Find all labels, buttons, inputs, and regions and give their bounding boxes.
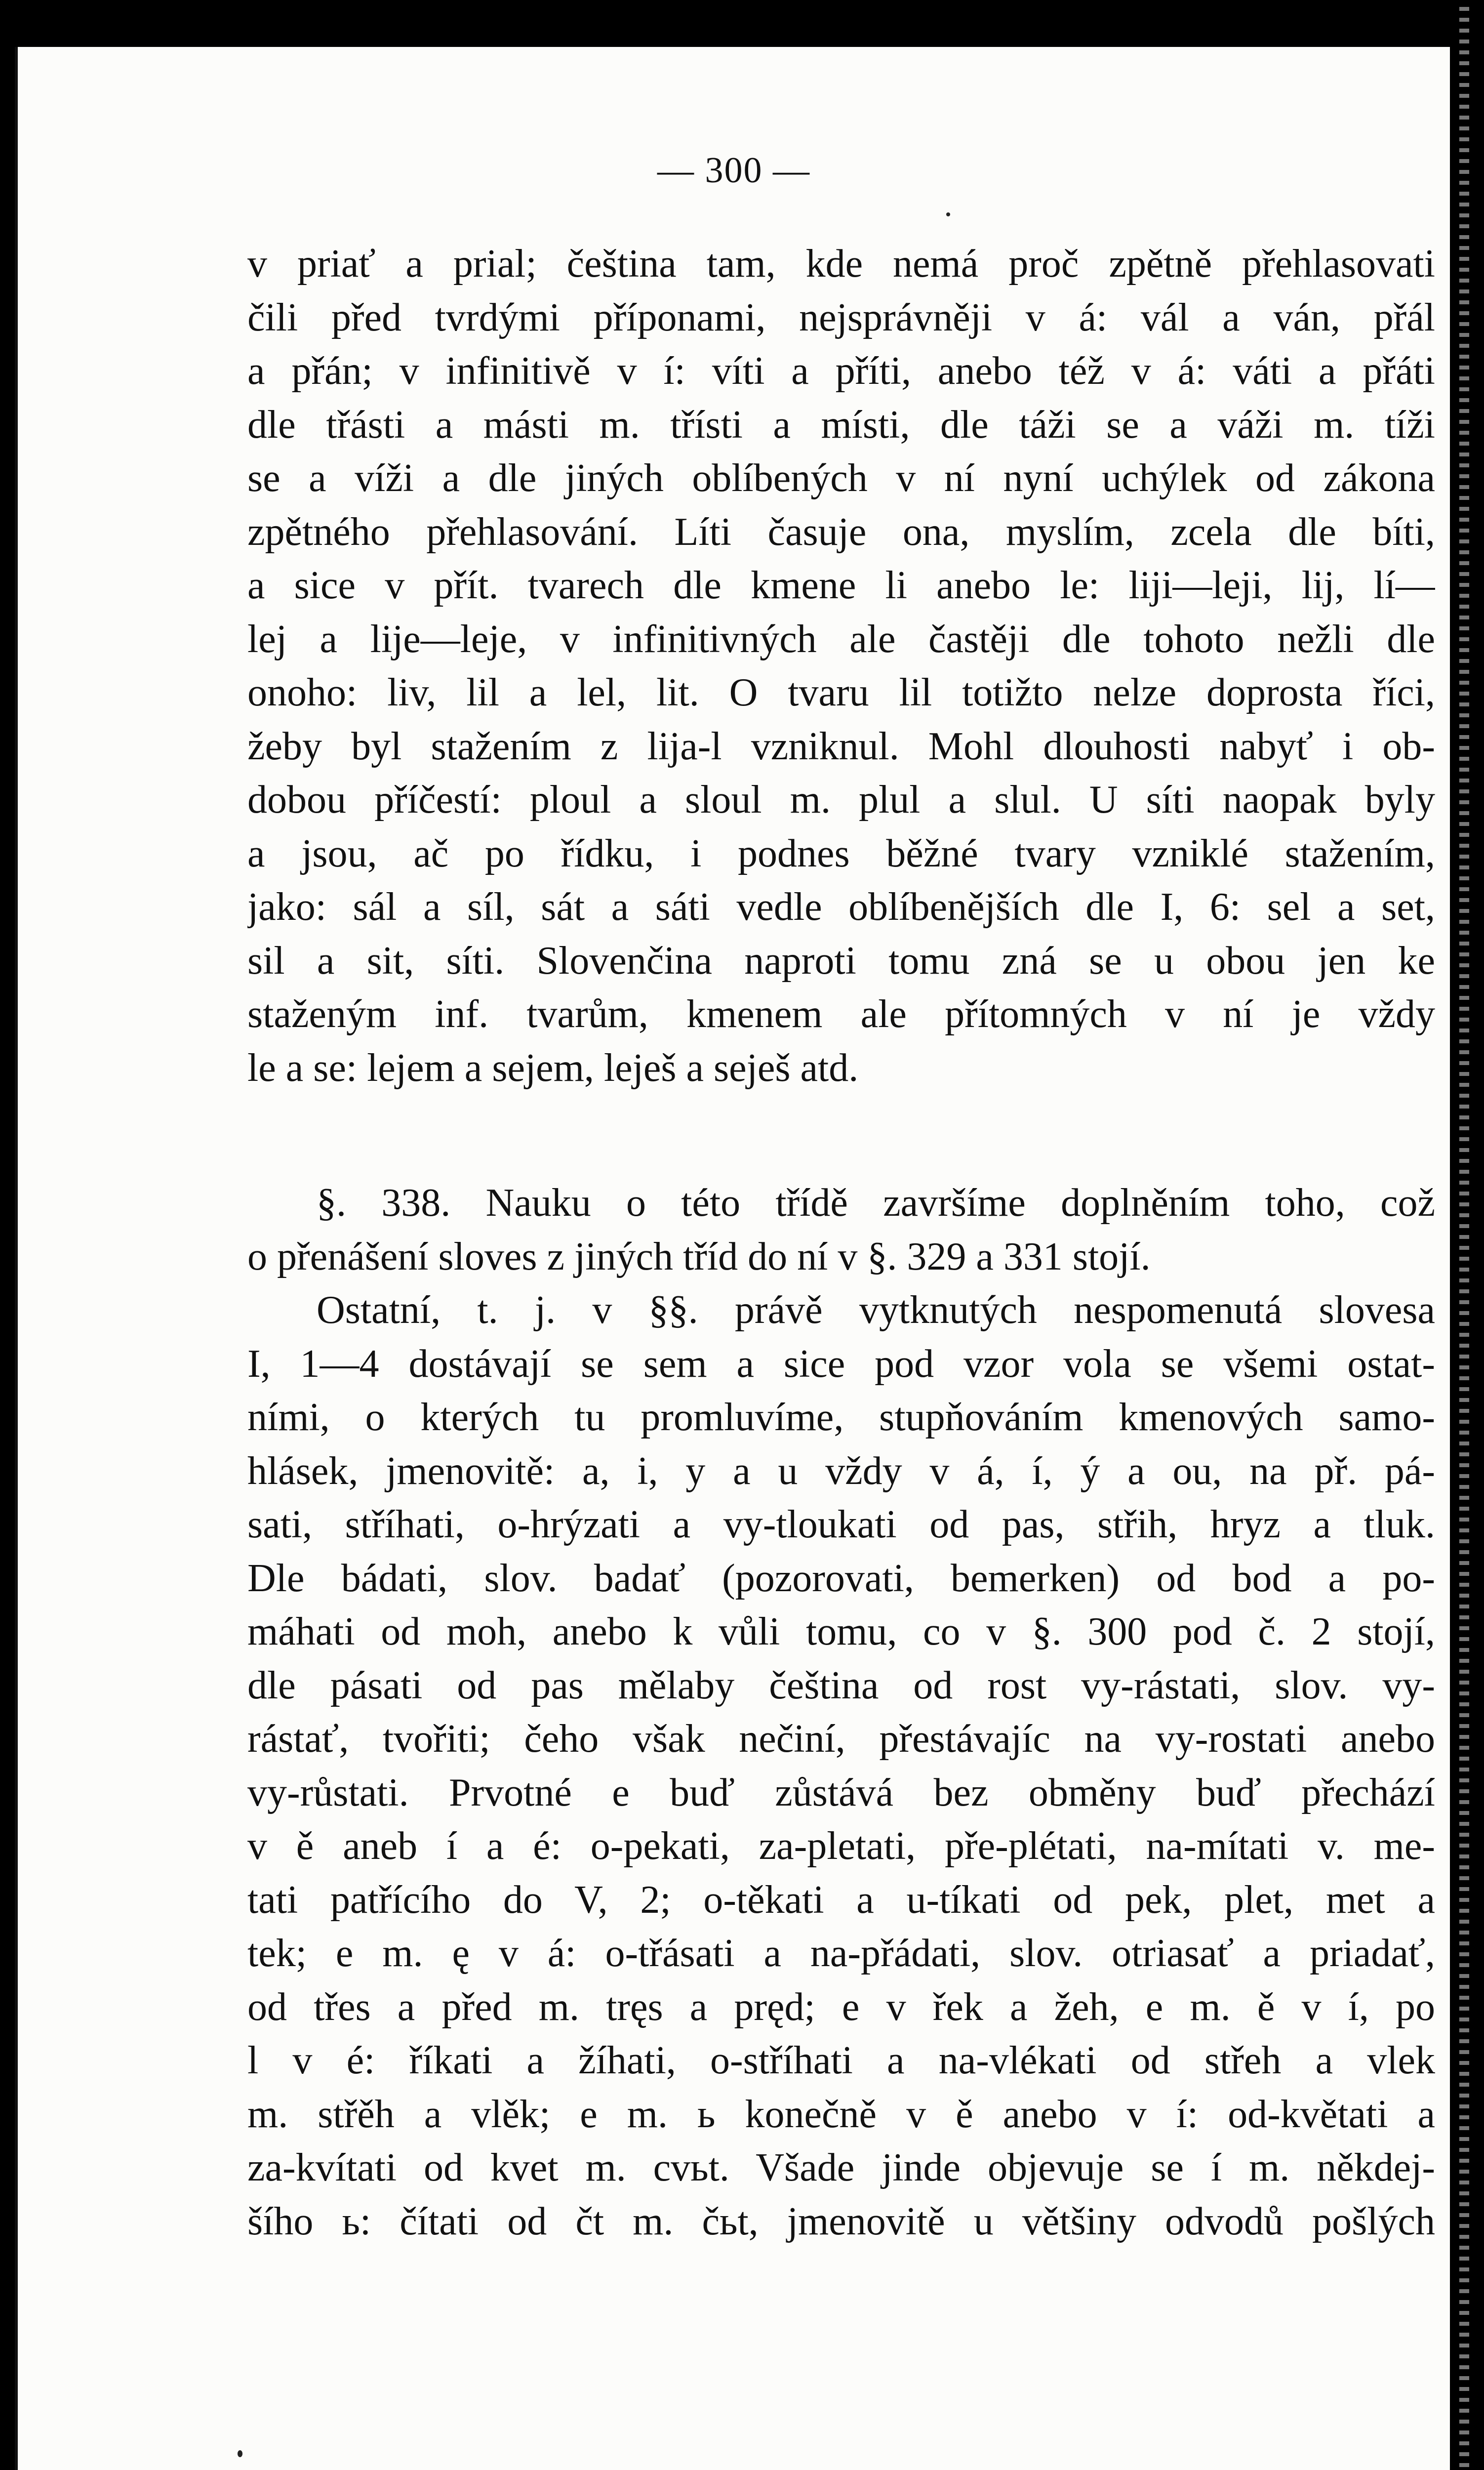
text-line: v priať a prial; čeština tam, kde nemá proč zpětně přehlasovati <box>247 242 1435 286</box>
text-line: onoho: liv, lil a lel, lit. O tvaru lil totižto nelze doprosta říci, <box>247 671 1435 714</box>
text-line: I, 1—4 dostávají se sem a sice pod vzor vola se všemi ostat- <box>247 1342 1435 1386</box>
text-line: zpětného přehlasování. Líti časuje ona, myslím, zcela dle bíti, <box>247 510 1435 554</box>
text-line: od třes a před m. tręs a pręd; e v řek a žeh, e m. ě v í, po <box>247 1985 1435 2029</box>
text-line: máhati od moh, anebo k vůli tomu, co v §. 300 pod č. 2 stojí, <box>247 1610 1435 1653</box>
text-line: l v é: říkati a žíhati, o-stříhati a na-vlékati od střeh a vlek <box>247 2039 1435 2082</box>
text-line: a přán; v infinitivě v í: víti a příti, anebo též v á: váti a přáti <box>247 349 1435 393</box>
text-line: žeby byl stažením z lija-l vzniknul. Mohl dlouhosti nabyť i ob- <box>247 724 1435 768</box>
text-line: hlásek, jmenovitě: a, i, y a u vždy v á, í, ý a ou, na př. pá- <box>247 1449 1435 1493</box>
text-line: le a se: lejem a sejem, leješ a seješ atd. <box>247 1046 859 1090</box>
text-line: šího ь: čítati od čt m. čьt, jmenovitě u většiny odvodů pošlých <box>247 2199 1435 2243</box>
text-line: Dle bádati, slov. badať (pozorovati, bemerken) od bod a po- <box>247 1556 1435 1600</box>
text-line: staženým inf. tvarům, kmenem ale přítomných v ní je vždy <box>247 992 1435 1036</box>
text-line: o přenášení sloves z jiných tříd do ní v §. 329 a 331 stojí. <box>247 1235 1151 1278</box>
text-line: a sice v přít. tvarech dle kmene li anebo le: liji—leji, lij, lí— <box>247 564 1435 607</box>
page-number: — 300 — <box>657 150 810 191</box>
text-line: a jsou, ač po řídku, i podnes běžné tvary vzniklé stažením, <box>247 831 1435 875</box>
scan-edge <box>1459 0 1469 2470</box>
text-line: dle třásti a másti m. třísti a místi, dle táži se a váži m. tíži <box>247 403 1435 447</box>
text-line: dle pásati od pas mělaby čeština od rost vy-rástati, slov. vy- <box>247 1663 1435 1707</box>
page-text <box>247 237 1435 2248</box>
text-line: tati patřícího do V, 2; o-těkati a u-tíkati od pek, plet, met a <box>247 1878 1435 1922</box>
text-line: dobou příčestí: ploul a sloul m. plul a slul. U síti naopak byly <box>247 778 1435 822</box>
paragraph-1 <box>247 237 1435 1095</box>
paragraph-338 <box>247 1176 1435 2248</box>
text-line: §. 338. Nauku o této třídě završíme doplněním toho, což <box>317 1181 1435 1225</box>
text-line: sil a sit, síti. Slovenčina naproti tomu zná se u obou jen ke <box>247 939 1435 983</box>
text-line: ními, o kterých tu promluvíme, stupňováním kmenových samo- <box>247 1396 1435 1439</box>
text-line: Ostatní, t. j. v §§. právě vytknutých nespomenutá slovesa <box>317 1288 1435 1332</box>
text-line: m. střěh a vlěk; e m. ь konečně v ě anebo v í: od-květati a <box>247 2092 1435 2136</box>
ink-speck <box>238 2450 242 2457</box>
text-line: čili před tvrdými příponami, nejsprávněji v á: vál a ván, přál <box>247 295 1435 339</box>
text-line: sati, stříhati, o-hrýzati a vy-tloukati od pas, střih, hryz a tluk. <box>247 1503 1435 1546</box>
book-page <box>15 47 1450 2470</box>
text-line: se a víži a dle jiných oblíbených v ní nyní uchýlek od zákona <box>247 456 1435 500</box>
ink-speck <box>946 212 950 216</box>
text-line: lej a lije—leje, v infinitivných ale častěji dle tohoto nežli dle <box>247 617 1435 661</box>
text-line: za-kvítati od kvet m. cvьt. Všade jinde objevuje se í m. někdej- <box>247 2146 1435 2189</box>
text-line: jako: sál a síl, sát a sáti vedle oblíbenějších dle I, 6: sel a set, <box>247 885 1435 929</box>
text-line: vy-růstati. Prvotné e buď zůstává bez obměny buď přechází <box>247 1770 1435 1814</box>
text-line: rástať, tvořiti; čeho však nečiní, přestávajíc na vy-rostati anebo <box>247 1717 1435 1761</box>
text-line: v ě aneb í a é: o-pekati, za-pletati, pře-plétati, na-mítati v. me- <box>247 1824 1435 1868</box>
text-line: tek; e m. ę v á: o-třásati a na-přádati, slov. otriasať a priadať, <box>247 1932 1435 1975</box>
